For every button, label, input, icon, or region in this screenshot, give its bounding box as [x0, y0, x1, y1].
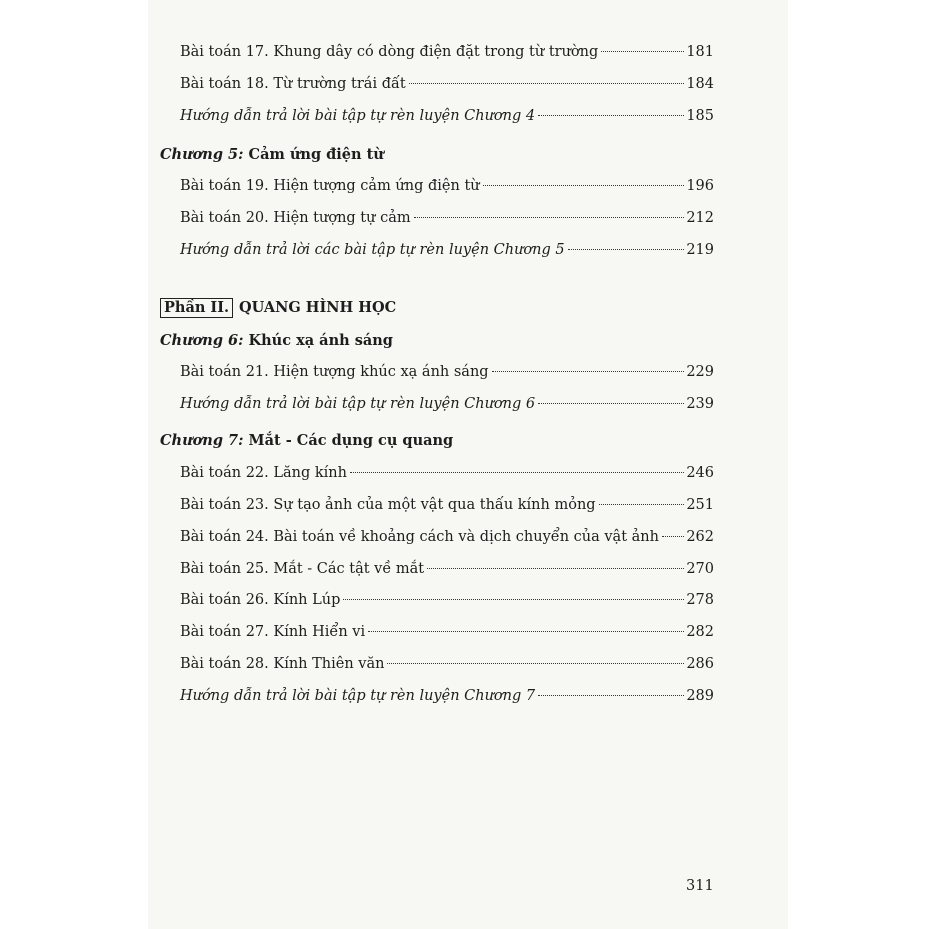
dot-leader	[492, 371, 685, 372]
toc-entry	[180, 396, 714, 420]
toc-entry-page: 181	[686, 44, 714, 60]
toc-entry-page: 289	[686, 688, 714, 704]
dot-leader	[350, 472, 684, 473]
dot-leader	[568, 249, 685, 250]
dot-leader	[409, 83, 685, 84]
toc-entry-page: 262	[686, 529, 714, 545]
toc-entry-page: 286	[686, 656, 714, 672]
toc-entry-title: Bài toán 20. Hiện tượng tự cảm	[180, 210, 411, 226]
chapter-heading	[160, 146, 384, 170]
toc-entry-title: Hướng dẫn trả lời bài tập tự rèn luyện Chương 7	[180, 688, 536, 704]
toc-entry-title: Bài toán 23. Sự tạo ảnh của một vật qua thấu kính mỏng	[180, 497, 596, 513]
toc-entry-page: 219	[686, 242, 714, 258]
toc-entry	[180, 561, 714, 585]
toc-entry	[180, 242, 714, 266]
toc-entry	[180, 656, 714, 680]
toc-entry-page: 282	[686, 624, 714, 640]
toc-entry-title: Hướng dẫn trả lời bài tập tự rèn luyện Chương 4	[180, 108, 536, 124]
toc-entry-title: Bài toán 21. Hiện tượng khúc xạ ánh sáng	[180, 364, 489, 380]
toc-entry-page: 212	[686, 210, 714, 226]
toc-entry	[180, 497, 714, 521]
toc-entry	[180, 592, 714, 616]
chapter-title: Mắt - Các dụng cụ quang	[248, 432, 454, 449]
dot-leader	[387, 663, 684, 664]
chapter-heading	[160, 332, 393, 356]
toc-entry	[180, 178, 714, 202]
chapter-title: Cảm ứng điện từ	[248, 146, 384, 163]
toc-entry	[180, 364, 714, 388]
toc-entry-page: 278	[686, 592, 714, 608]
book-page	[148, 0, 788, 929]
part-heading	[160, 298, 396, 322]
toc-entry-page: 239	[686, 396, 714, 412]
toc-entry-page: 251	[686, 497, 714, 513]
toc-entry	[180, 688, 714, 712]
toc-entry-page: 184	[686, 76, 714, 92]
toc-entry-title: Bài toán 17. Khung dây có dòng điện đặt trong từ trường	[180, 44, 599, 60]
toc-entry-title: Bài toán 25. Mắt - Các tật về mắt	[180, 561, 425, 577]
toc-entry	[180, 624, 714, 648]
dot-leader	[601, 51, 684, 52]
dot-leader	[414, 217, 685, 218]
chapter-label: Chương 7:	[160, 432, 244, 449]
dot-leader	[538, 695, 684, 696]
toc-entry-title: Bài toán 28. Kính Thiên văn	[180, 656, 385, 672]
chapter-label: Chương 5:	[160, 146, 244, 163]
toc-entry-page: 229	[686, 364, 714, 380]
page-number: 311	[686, 878, 714, 894]
chapter-label: Chương 6:	[160, 332, 244, 349]
dot-leader	[538, 403, 684, 404]
dot-leader	[343, 599, 684, 600]
toc-entry-title: Bài toán 22. Lăng kính	[180, 465, 347, 481]
toc-entry-title: Hướng dẫn trả lời bài tập tự rèn luyện Chương 6	[180, 396, 536, 412]
toc-entry-title: Bài toán 26. Kính Lúp	[180, 592, 341, 608]
toc-entry-title: Bài toán 19. Hiện tượng cảm ứng điện từ	[180, 178, 480, 194]
dot-leader	[483, 185, 685, 186]
toc-entry-page: 270	[686, 561, 714, 577]
toc-entry	[180, 44, 714, 68]
chapter-heading	[160, 432, 453, 456]
toc-entry-title: Bài toán 24. Bài toán về khoảng cách và dịch chuyển của vật ảnh	[180, 529, 659, 545]
toc-entry-page: 246	[686, 465, 714, 481]
toc-entry	[180, 210, 714, 234]
toc-entry	[180, 529, 714, 553]
toc-entry	[180, 108, 714, 132]
toc-entry-title: Bài toán 27. Kính Hiển vi	[180, 624, 366, 640]
toc-entry	[180, 76, 714, 100]
dot-leader	[599, 504, 685, 505]
part-title: QUANG HÌNH HỌC	[239, 299, 397, 316]
dot-leader	[538, 115, 684, 116]
toc-entry-title: Hướng dẫn trả lời các bài tập tự rèn luyện Chương 5	[180, 242, 565, 258]
toc-entry-title: Bài toán 18. Từ trường trái đất	[180, 76, 406, 92]
chapter-title: Khúc xạ ánh sáng	[248, 332, 393, 349]
toc-entry-page: 196	[686, 178, 714, 194]
dot-leader	[427, 568, 684, 569]
part-label: Phần II.	[160, 298, 233, 318]
dot-leader	[368, 631, 684, 632]
toc-entry	[180, 465, 714, 489]
toc-entry-page: 185	[686, 108, 714, 124]
dot-leader	[662, 536, 684, 537]
